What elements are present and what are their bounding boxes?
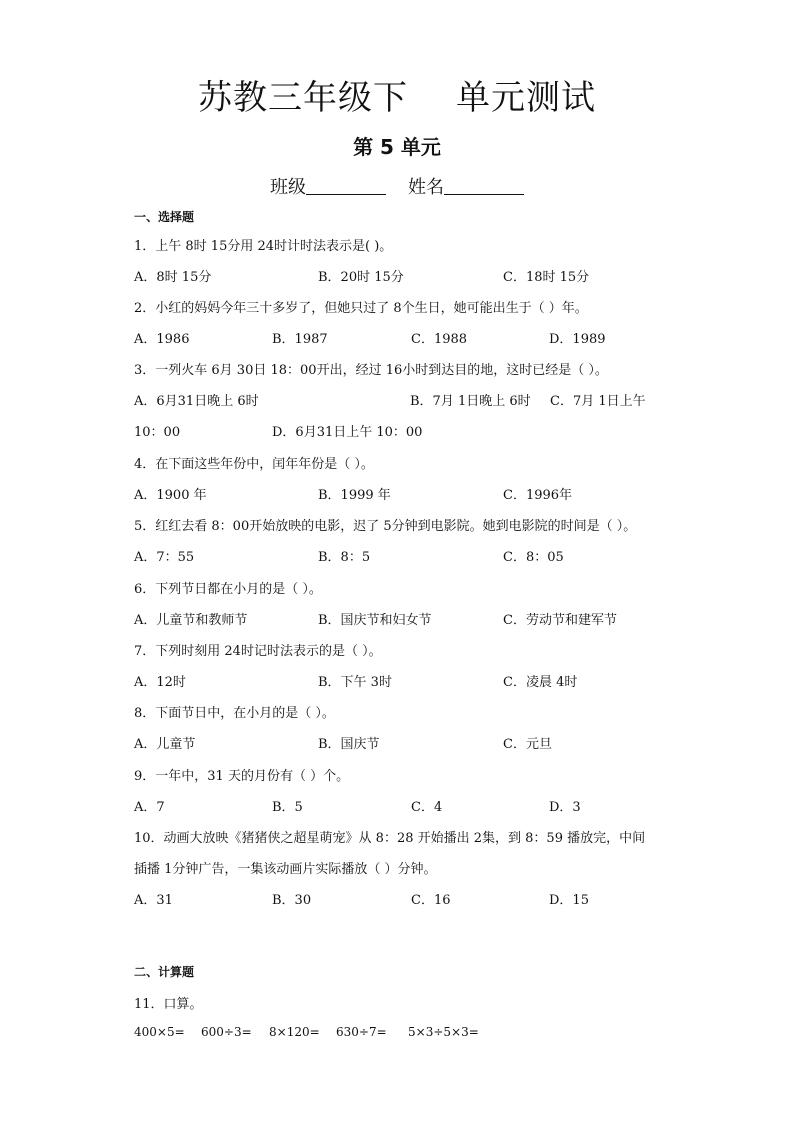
- question-9: 9．一年中，31 天的月份有（ ）个。: [134, 769, 350, 784]
- option[interactable]: A．31: [134, 893, 173, 908]
- option[interactable]: D．1989: [549, 332, 606, 347]
- class-label: 班级: [270, 177, 306, 198]
- options-8: [134, 733, 694, 751]
- class-blank[interactable]: [306, 176, 386, 195]
- question-6: 6．下列节日都在小月的是（ ）。: [134, 582, 322, 597]
- calc-item[interactable]: 400×5=: [134, 1025, 185, 1039]
- options-6: [134, 609, 694, 627]
- calc-item[interactable]: 8×120=: [269, 1025, 320, 1039]
- option[interactable]: B．8：5: [318, 550, 371, 565]
- question-11: 11．口算。: [134, 997, 203, 1012]
- option[interactable]: C．16: [411, 893, 451, 908]
- options-7: [134, 671, 694, 689]
- option[interactable]: B．20时 15分: [318, 270, 404, 285]
- option[interactable]: B．30: [272, 893, 312, 908]
- unit-subtitle: 第 5 单元: [353, 135, 441, 159]
- calc-item[interactable]: 600÷3=: [201, 1025, 252, 1039]
- option[interactable]: C．1988: [411, 332, 468, 347]
- option[interactable]: C．4: [411, 800, 443, 815]
- name-label: 姓名: [408, 177, 444, 198]
- options-9: [134, 796, 694, 814]
- question-1: 1．上午 8时 15分用 24时计时法表示是( )。: [134, 239, 393, 254]
- question-8: 8．下面节日中，在小月的是（ ）。: [134, 706, 335, 721]
- option[interactable]: B．1987: [272, 332, 328, 347]
- option[interactable]: B．下午 3时: [318, 675, 392, 690]
- options-5: [134, 546, 694, 564]
- option[interactable]: A．儿童节和教师节: [134, 613, 248, 628]
- option-continuation: 10：00: [134, 425, 181, 440]
- title-right: 单元测试: [456, 78, 596, 118]
- option[interactable]: D．3: [549, 800, 581, 815]
- option[interactable]: D．15: [549, 893, 589, 908]
- section-calc-title: 二、计算题: [134, 965, 195, 979]
- options-2: [134, 328, 694, 346]
- name-blank[interactable]: [444, 176, 524, 195]
- option[interactable]: A．8时 15分: [134, 270, 212, 285]
- options-4: [134, 484, 694, 502]
- calc-item[interactable]: 5×3÷5×3=: [408, 1025, 479, 1039]
- option[interactable]: A．儿童节: [134, 737, 196, 752]
- option[interactable]: C．劳动节和建军节: [503, 613, 617, 628]
- options-3-continued: [134, 421, 694, 439]
- option[interactable]: B．1999 年: [318, 488, 391, 503]
- option[interactable]: A．7: [134, 800, 165, 815]
- section-choice-title: 一、选择题: [134, 210, 195, 224]
- question-4: 4．在下面这些年份中，闰年年份是（ ）。: [134, 457, 374, 472]
- option[interactable]: C．8：05: [503, 550, 564, 565]
- option[interactable]: C．18时 15分: [503, 270, 590, 285]
- question-2: 2．小红的妈妈今年三十多岁了，但她只过了 8个生日，她可能出生于（ ）年。: [134, 301, 588, 316]
- question-3: 3．一列火车 6月 30日 18：00开出，经过 16小时到达目的地，这时已经是（ ）。: [134, 363, 608, 378]
- option[interactable]: B．5: [272, 800, 303, 815]
- option[interactable]: C．7月 1日上午: [550, 394, 646, 409]
- option[interactable]: A．7：55: [134, 550, 195, 565]
- option[interactable]: A．6月31日晚上 6时: [134, 394, 259, 409]
- options-1: [134, 266, 694, 284]
- page-title: [0, 70, 794, 119]
- question-5: 5．红红去看 8：00开始放映的电影，迟了 5分钟到电影院。她到电影院的时间是（ ）。: [134, 519, 637, 534]
- question-7: 7．下列时刻用 24时记时法表示的是（ ）。: [134, 644, 382, 659]
- option[interactable]: B．国庆节: [318, 737, 380, 752]
- option[interactable]: C．凌晨 4时: [503, 675, 578, 690]
- question-10: 10．动画大放映《猪猪侠之超星萌宠》从 8：28 开始播出 2集，到 8：59 播放完，中间: [134, 831, 646, 846]
- calc-item[interactable]: 630÷7=: [336, 1025, 387, 1039]
- options-3: [134, 390, 694, 408]
- option[interactable]: D．6月31日上午 10：00: [272, 425, 423, 440]
- option[interactable]: B．7月 1日晚上 6时: [410, 394, 531, 409]
- options-10: [134, 889, 694, 907]
- student-info: [0, 173, 794, 199]
- title-left: 苏教三年级下: [198, 78, 408, 118]
- question-10-line-2: 插播 1分钟广告，一集该动画片实际播放（ ）分钟。: [134, 862, 437, 877]
- option[interactable]: A．1986: [134, 332, 190, 347]
- option[interactable]: A．12时: [134, 675, 186, 690]
- option[interactable]: B．国庆节和妇女节: [318, 613, 432, 628]
- option[interactable]: C．元旦: [503, 737, 552, 752]
- option[interactable]: C．1996年: [503, 488, 573, 503]
- option[interactable]: A．1900 年: [134, 488, 207, 503]
